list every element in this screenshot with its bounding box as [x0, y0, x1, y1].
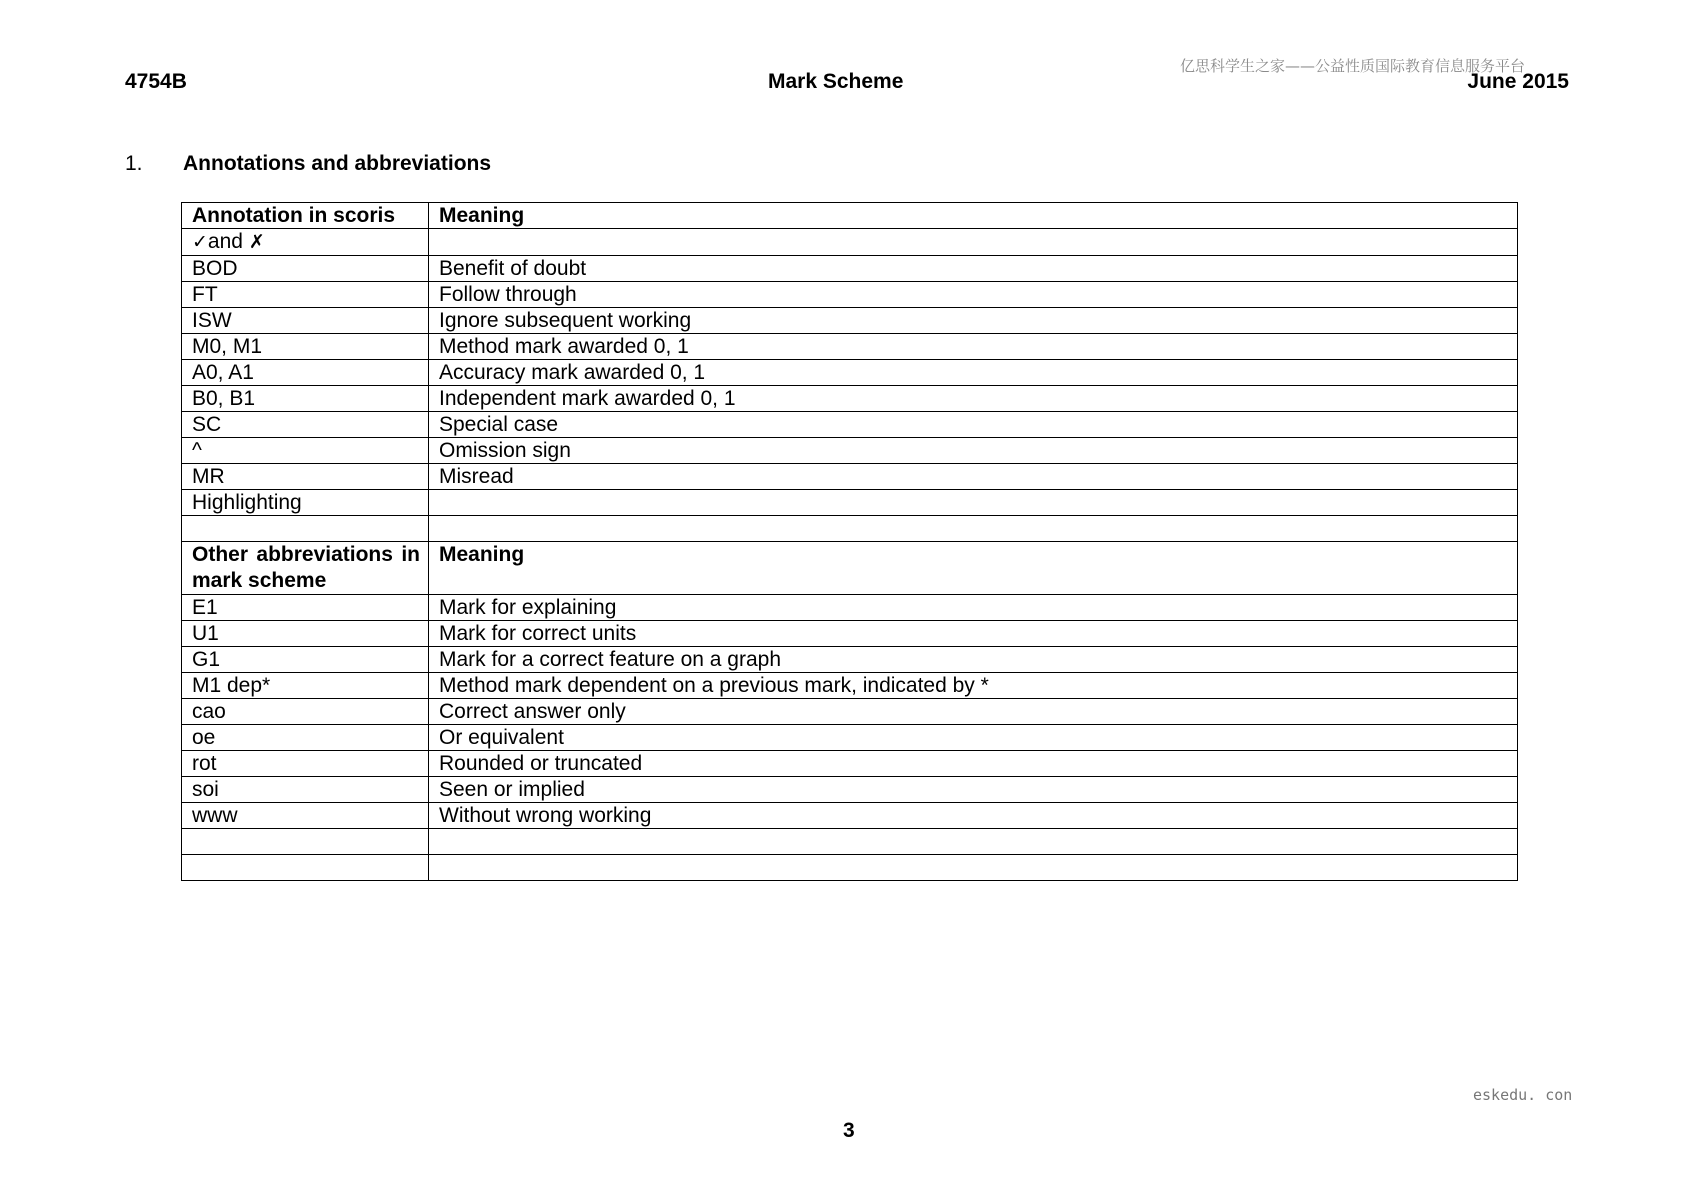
- table-row: [182, 699, 1518, 725]
- abbreviation-cell: FT: [182, 282, 429, 308]
- header-date: June 2015: [1467, 70, 1569, 93]
- table-row: [182, 647, 1518, 673]
- header-cell: Meaning: [429, 203, 1518, 229]
- abbreviation-cell: Highlighting: [182, 490, 429, 516]
- meaning-cell: Misread: [429, 464, 1518, 490]
- table-row: [182, 386, 1518, 412]
- abbreviation-cell: SC: [182, 412, 429, 438]
- meaning-cell: Correct answer only: [429, 699, 1518, 725]
- table-row: [182, 229, 1518, 256]
- meaning-cell: Seen or implied: [429, 777, 1518, 803]
- meaning-cell: Mark for correct units: [429, 621, 1518, 647]
- subheader-cell: Meaning: [429, 542, 1518, 595]
- abbreviation-cell: A0, A1: [182, 360, 429, 386]
- abbreviation-cell: MR: [182, 464, 429, 490]
- abbreviation-cell: [182, 829, 429, 855]
- abbreviation-cell: rot: [182, 751, 429, 777]
- table-row: [182, 256, 1518, 282]
- table-row: [182, 464, 1518, 490]
- page-number: 3: [843, 1119, 855, 1142]
- abbreviation-cell: [182, 516, 429, 542]
- abbreviation-cell: E1: [182, 595, 429, 621]
- annotations-table: [181, 202, 1518, 881]
- abbreviation-cell: [182, 855, 429, 881]
- abbreviation-cell: cao: [182, 699, 429, 725]
- abbreviation-cell: M1 dep*: [182, 673, 429, 699]
- table-subheader-row: [182, 542, 1518, 595]
- meaning-cell: Mark for explaining: [429, 595, 1518, 621]
- table-row: [182, 282, 1518, 308]
- and-text: and: [207, 230, 243, 253]
- section-title: Annotations and abbreviations: [183, 152, 492, 175]
- table-row: [182, 829, 1518, 855]
- table-row: [182, 751, 1518, 777]
- table-header-row: [182, 203, 1518, 229]
- abbreviation-cell: B0, B1: [182, 386, 429, 412]
- section-number: 1.: [125, 152, 143, 175]
- meaning-cell: Mark for a correct feature on a graph: [429, 647, 1518, 673]
- header-code: 4754B: [125, 70, 187, 93]
- table-row: [182, 803, 1518, 829]
- table-row: [182, 334, 1518, 360]
- abbreviation-cell: www: [182, 803, 429, 829]
- subheader-cell: Other abbreviations in mark scheme: [182, 542, 429, 595]
- table-row: [182, 673, 1518, 699]
- table-row: [182, 438, 1518, 464]
- meaning-cell: Special case: [429, 412, 1518, 438]
- meaning-cell: Without wrong working: [429, 803, 1518, 829]
- table-row: [182, 360, 1518, 386]
- abbreviation-cell: M0, M1: [182, 334, 429, 360]
- abbreviation-cell: U1: [182, 621, 429, 647]
- watermark-bottom: eskedu. con: [1473, 1086, 1573, 1104]
- meaning-cell: Independent mark awarded 0, 1: [429, 386, 1518, 412]
- abbreviation-cell: soi: [182, 777, 429, 803]
- meaning-cell: Rounded or truncated: [429, 751, 1518, 777]
- abbreviation-cell: BOD: [182, 256, 429, 282]
- meaning-cell: [429, 490, 1518, 516]
- meaning-cell: [429, 829, 1518, 855]
- meaning-cell: Ignore subsequent working: [429, 308, 1518, 334]
- meaning-cell: Method mark dependent on a previous mark, indicated by *: [429, 673, 1518, 699]
- meaning-cell: Method mark awarded 0, 1: [429, 334, 1518, 360]
- section-heading: [125, 152, 491, 176]
- abbreviation-cell: G1: [182, 647, 429, 673]
- meaning-cell: Accuracy mark awarded 0, 1: [429, 360, 1518, 386]
- header-cell: Annotation in scoris: [182, 203, 429, 229]
- meaning-cell: Or equivalent: [429, 725, 1518, 751]
- check-cross-cell: [182, 229, 429, 256]
- meaning-cell: Omission sign: [429, 438, 1518, 464]
- meaning-cell: [429, 855, 1518, 881]
- header-title: Mark Scheme: [768, 70, 904, 93]
- cross-icon: ✗: [248, 231, 265, 253]
- table-row: [182, 308, 1518, 334]
- meaning-cell: [429, 229, 1518, 256]
- table-row: [182, 777, 1518, 803]
- table-row: [182, 490, 1518, 516]
- table-row: [182, 595, 1518, 621]
- table-row: [182, 516, 1518, 542]
- table-row: [182, 725, 1518, 751]
- watermark-top: 亿思科学生之家——公益性质国际教育信息服务平台: [1180, 57, 1526, 75]
- table-row: [182, 621, 1518, 647]
- table-row: [182, 412, 1518, 438]
- abbreviation-cell: ^: [182, 438, 429, 464]
- meaning-cell: [429, 516, 1518, 542]
- meaning-cell: Follow through: [429, 282, 1518, 308]
- check-icon: ✓: [192, 231, 208, 253]
- meaning-cell: Benefit of doubt: [429, 256, 1518, 282]
- abbreviation-cell: ISW: [182, 308, 429, 334]
- table-row: [182, 855, 1518, 881]
- abbreviation-cell: oe: [182, 725, 429, 751]
- annotations-table-body: [182, 203, 1518, 881]
